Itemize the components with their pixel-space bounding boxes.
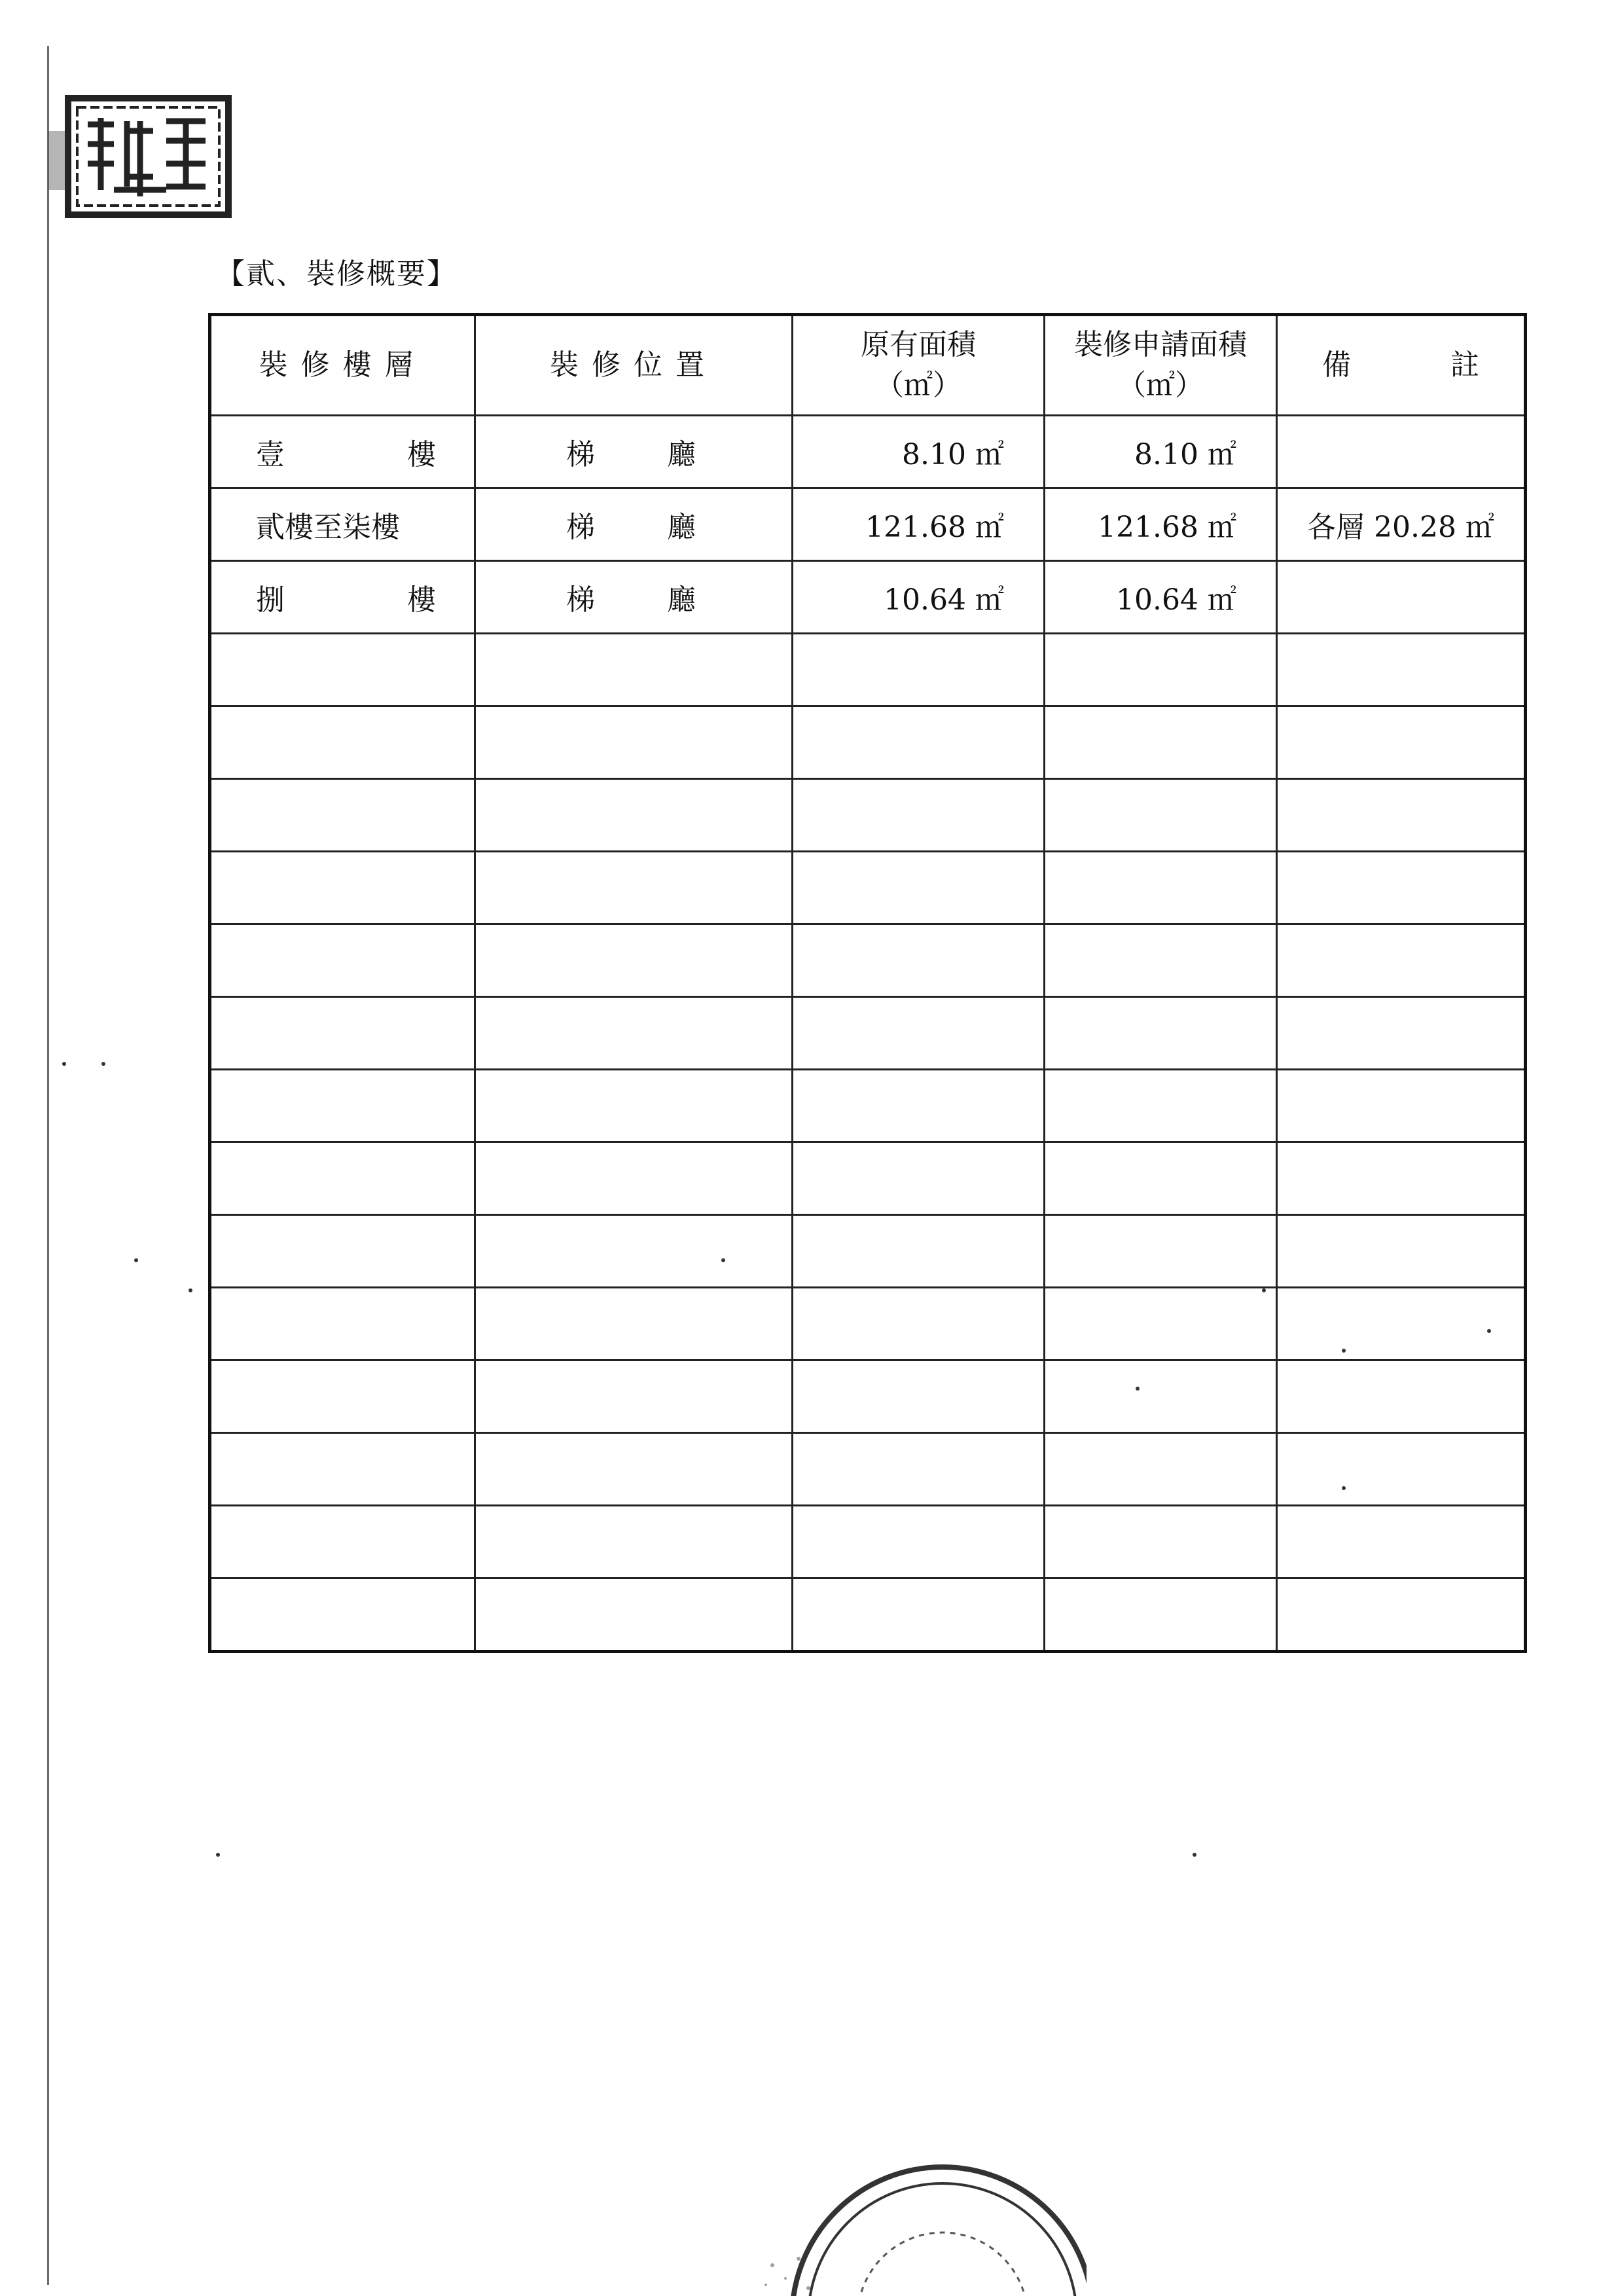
position-cell: 梯廳 xyxy=(475,488,793,561)
table-row xyxy=(210,488,1526,561)
empty-cell xyxy=(793,1506,1045,1578)
empty-rows xyxy=(210,634,1526,1652)
renovation-summary-table xyxy=(208,313,1527,1653)
table-row-empty xyxy=(210,1433,1526,1506)
empty-cell xyxy=(1277,997,1526,1070)
table-row xyxy=(210,416,1526,488)
applied-area-cell: 121.68 ㎡ xyxy=(1045,488,1277,561)
empty-cell xyxy=(793,997,1045,1070)
scan-speck xyxy=(134,1258,138,1262)
empty-cell xyxy=(1045,997,1277,1070)
header-floor: 裝修樓層 xyxy=(210,315,475,416)
empty-cell xyxy=(475,1215,793,1288)
architect-seal-stamp xyxy=(48,92,238,223)
scan-speck xyxy=(1342,1349,1346,1353)
scan-speck xyxy=(62,1062,66,1066)
empty-cell xyxy=(1277,1070,1526,1142)
empty-cell xyxy=(1045,1070,1277,1142)
empty-cell xyxy=(475,1433,793,1506)
scan-speck xyxy=(721,1258,725,1262)
scan-speck xyxy=(1136,1387,1140,1391)
empty-cell xyxy=(1045,1360,1277,1433)
table-row-empty xyxy=(210,1360,1526,1433)
empty-cell xyxy=(475,924,793,997)
note-cell: 各層 20.28 ㎡ xyxy=(1277,488,1526,561)
header-applied-area: 裝修申請面積 （㎡） xyxy=(1045,315,1277,416)
note-cell xyxy=(1277,561,1526,634)
government-seal-stamp xyxy=(746,2102,1087,2296)
empty-cell xyxy=(1045,706,1277,779)
header-note: 備 註 xyxy=(1277,315,1526,416)
position-cell: 梯廳 xyxy=(475,561,793,634)
empty-cell xyxy=(1277,1433,1526,1506)
empty-cell xyxy=(1277,634,1526,706)
table-row-empty xyxy=(210,997,1526,1070)
empty-cell xyxy=(475,1142,793,1215)
empty-cell xyxy=(1277,1360,1526,1433)
empty-cell xyxy=(793,1288,1045,1360)
table-row-empty xyxy=(210,1142,1526,1215)
table-row-empty xyxy=(210,1506,1526,1578)
empty-cell xyxy=(210,924,475,997)
empty-cell xyxy=(475,1578,793,1652)
empty-cell xyxy=(210,634,475,706)
empty-cell xyxy=(210,779,475,852)
empty-cell xyxy=(1045,1215,1277,1288)
floor-cell: 貳樓至柒樓 xyxy=(210,488,475,561)
empty-cell xyxy=(1045,779,1277,852)
empty-cell xyxy=(210,1142,475,1215)
empty-cell xyxy=(210,1288,475,1360)
empty-cell xyxy=(1277,1215,1526,1288)
empty-cell xyxy=(1277,924,1526,997)
table-row-empty xyxy=(210,852,1526,924)
table-row-empty xyxy=(210,924,1526,997)
empty-cell xyxy=(1045,924,1277,997)
empty-cell xyxy=(475,852,793,924)
scan-speck xyxy=(216,1853,220,1857)
empty-cell xyxy=(210,1215,475,1288)
table-row-empty xyxy=(210,706,1526,779)
table-header-row xyxy=(210,315,1526,416)
empty-cell xyxy=(210,997,475,1070)
empty-cell xyxy=(793,1070,1045,1142)
empty-cell xyxy=(1277,1142,1526,1215)
empty-cell xyxy=(1277,1578,1526,1652)
empty-cell xyxy=(210,1433,475,1506)
empty-cell xyxy=(1045,852,1277,924)
empty-cell xyxy=(793,779,1045,852)
note-cell xyxy=(1277,416,1526,488)
empty-cell xyxy=(1045,1433,1277,1506)
section-title: 【貳、裝修概要】 xyxy=(216,257,457,291)
empty-cell xyxy=(210,1578,475,1652)
empty-cell xyxy=(210,706,475,779)
header-position: 裝修位置 xyxy=(475,315,793,416)
empty-cell xyxy=(210,852,475,924)
original-area-cell: 8.10 ㎡ xyxy=(793,416,1045,488)
empty-cell xyxy=(1045,634,1277,706)
empty-cell xyxy=(475,706,793,779)
scan-speck xyxy=(1487,1329,1491,1333)
empty-cell xyxy=(793,1215,1045,1288)
empty-cell xyxy=(475,1360,793,1433)
table-row-empty xyxy=(210,1288,1526,1360)
scan-speck xyxy=(1342,1486,1346,1490)
empty-cell xyxy=(210,1070,475,1142)
empty-cell xyxy=(475,634,793,706)
empty-cell xyxy=(1277,1288,1526,1360)
empty-cell xyxy=(793,924,1045,997)
scan-speck xyxy=(1262,1288,1266,1292)
original-area-cell: 10.64 ㎡ xyxy=(793,561,1045,634)
floor-cell: 壹 樓 xyxy=(210,416,475,488)
table-row-empty xyxy=(210,1215,1526,1288)
empty-cell xyxy=(793,852,1045,924)
table-row xyxy=(210,561,1526,634)
header-original-area: 原有面積 （㎡） xyxy=(793,315,1045,416)
empty-cell xyxy=(475,997,793,1070)
empty-cell xyxy=(210,1360,475,1433)
empty-cell xyxy=(475,1070,793,1142)
empty-cell xyxy=(1045,1288,1277,1360)
empty-cell xyxy=(793,1433,1045,1506)
original-area-cell: 121.68 ㎡ xyxy=(793,488,1045,561)
empty-cell xyxy=(210,1506,475,1578)
empty-cell xyxy=(475,779,793,852)
floor-cell: 捌 樓 xyxy=(210,561,475,634)
position-cell: 梯廳 xyxy=(475,416,793,488)
empty-cell xyxy=(1277,779,1526,852)
empty-cell xyxy=(793,1578,1045,1652)
binding-margin-line xyxy=(47,46,49,2285)
applied-area-cell: 8.10 ㎡ xyxy=(1045,416,1277,488)
empty-cell xyxy=(793,706,1045,779)
table-row-empty xyxy=(210,1070,1526,1142)
table-row-empty xyxy=(210,779,1526,852)
empty-cell xyxy=(1277,1506,1526,1578)
empty-cell xyxy=(475,1288,793,1360)
scan-speck xyxy=(101,1062,105,1066)
scan-speck xyxy=(1193,1853,1196,1857)
empty-cell xyxy=(1045,1142,1277,1215)
empty-cell xyxy=(793,634,1045,706)
table-row-empty xyxy=(210,634,1526,706)
empty-cell xyxy=(1277,706,1526,779)
table-row-empty xyxy=(210,1578,1526,1652)
empty-cell xyxy=(1045,1578,1277,1652)
empty-cell xyxy=(1277,852,1526,924)
empty-cell xyxy=(793,1360,1045,1433)
empty-cell xyxy=(475,1506,793,1578)
applied-area-cell: 10.64 ㎡ xyxy=(1045,561,1277,634)
empty-cell xyxy=(1045,1506,1277,1578)
empty-cell xyxy=(793,1142,1045,1215)
scan-speck xyxy=(189,1288,192,1292)
